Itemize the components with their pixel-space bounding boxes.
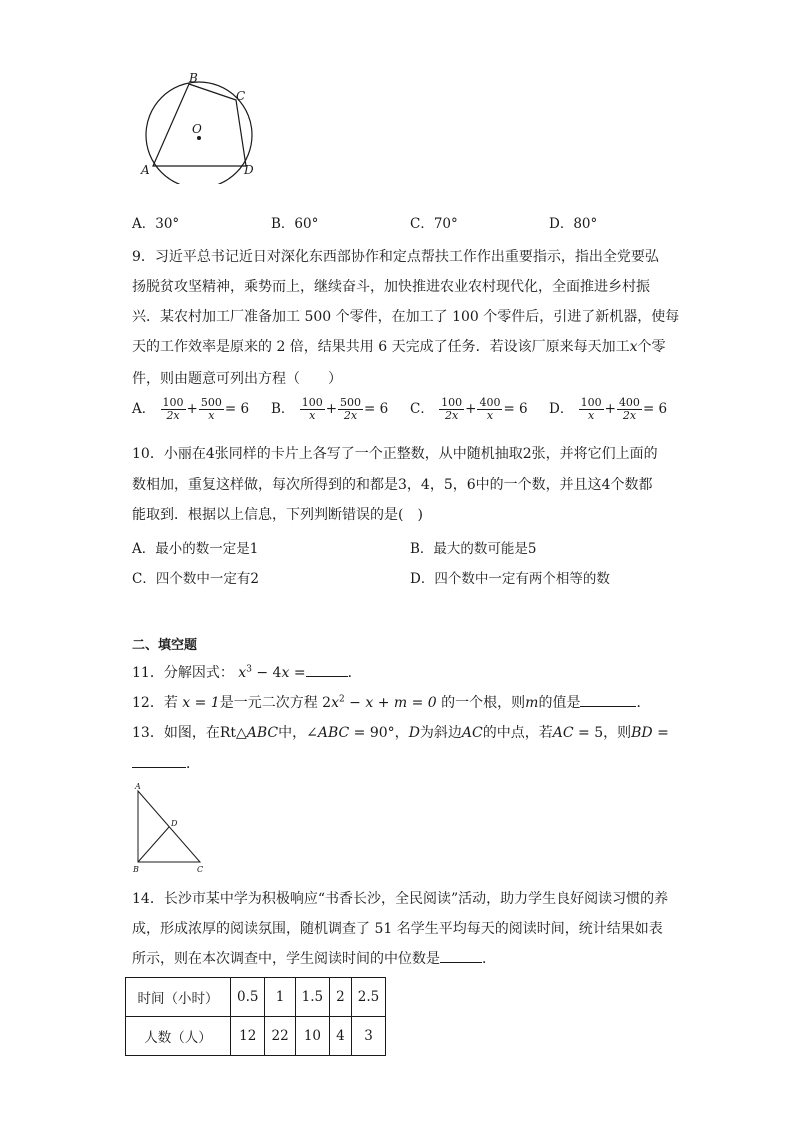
q9-option-b: B． $\frac{100}{x}$ + $\frac{500}{2x}$ = 6 xyxy=(271,396,389,422)
section-title: 二、填空题 xyxy=(132,638,198,653)
table-cell: 时间（小时） xyxy=(126,978,231,1017)
q13-answer-line: ． xyxy=(132,753,200,773)
table-row xyxy=(126,1017,386,1056)
q9-option-a: A． $\frac{100}{2x}$ + $\frac{500}{x}$ = 6 xyxy=(132,396,250,422)
center-point xyxy=(197,136,201,140)
answer-blank[interactable] xyxy=(132,754,186,768)
q8-option-b: B．60° xyxy=(271,216,319,232)
label-b: B xyxy=(189,71,198,85)
fraction: $\frac{100}{x}$ xyxy=(301,396,323,422)
fraction: $\frac{500}{x}$ xyxy=(200,396,222,422)
q10-option-a: A．最小的数一定是1 xyxy=(132,541,259,557)
q9-line-3: 兴．某农村加工厂准备加工 500 个零件，在加工了 100 个零件后，引进了新机器，使每 xyxy=(132,309,680,325)
segment-bd xyxy=(138,827,169,862)
table-cell: 10 xyxy=(295,1017,329,1056)
circle-quadrilateral-figure xyxy=(132,66,268,184)
table-cell: 3 xyxy=(351,1017,385,1056)
fraction: $\frac{100}{2x}$ xyxy=(441,396,463,422)
table-cell: 1 xyxy=(265,978,295,1017)
q10-line-2: 数相加，重复这样做，每次所得到的和都是3，4，5，6中的一个数，并且这4个数都 xyxy=(132,477,653,493)
table-cell: 12 xyxy=(231,1017,265,1056)
q11: 11．分解因式： $x^3 - 4x$ = ． xyxy=(132,664,362,681)
q9-line-2: 扬脱贫攻坚精神，乘势而上，继续奋斗，加快推进农业农村现代化，全面推进乡村振 xyxy=(132,279,650,295)
table-cell: 0.5 xyxy=(231,978,265,1017)
fraction: $\frac{400}{2x}$ xyxy=(618,396,640,422)
q8-option-d: D．80° xyxy=(549,216,598,232)
q9-line-1: 9．习近平总书记近日对深化东西部协作和定点帮扶工作作出重要指示，指出全党要弘 xyxy=(132,249,659,265)
answer-blank[interactable] xyxy=(306,663,348,677)
fraction: $\frac{100}{x}$ xyxy=(580,396,602,422)
q9-line-5: 件，则由题意可列出方程（ ） xyxy=(132,371,342,387)
q8-option-a: A．30° xyxy=(132,216,180,232)
q13: 13．如图，在Rt△ABC中，∠ABC = 90°，D为斜边AC的中点，若AC = 5，则BD = xyxy=(132,725,669,741)
q10-option-d: D．四个数中一定有两个相等的数 xyxy=(410,571,610,587)
q9-option-d: D． $\frac{100}{x}$ + $\frac{400}{2x}$ = 6 xyxy=(549,396,668,422)
q14-line-3: 所示，则在本次调查中，学生阅读时间的中位数是 ． xyxy=(132,951,496,967)
label-a: A xyxy=(135,782,141,791)
table-cell: 1.5 xyxy=(295,978,329,1017)
q12: 12．若 x = 1是一元二次方程 $2x^2 - x + m = 0$ 的一个根，则m的值是 ． xyxy=(132,694,651,711)
q10-line-3: 能取到．根据以上信息，下列判断错误的是( ) xyxy=(132,507,423,523)
label-a: A xyxy=(141,163,150,177)
q9-line-4: 天的工作效率是原来的 2 倍，结果共用 6 天完成了任务．若设该厂原来每天加工x个零 xyxy=(132,339,666,355)
label-d: D xyxy=(171,819,178,828)
q14-line-1: 14．长沙市某中学为积极响应“书香长沙，全民阅读”活动，助力学生良好阅读习惯的养 xyxy=(132,891,669,907)
answer-blank[interactable] xyxy=(440,949,482,963)
label-c: C xyxy=(197,865,204,874)
label-b: B xyxy=(133,865,139,874)
table-cell: 22 xyxy=(265,1017,295,1056)
label-d: D xyxy=(244,163,254,177)
right-triangle-figure xyxy=(130,780,210,880)
q14-line-2: 成，形成浓厚的阅读氛围，随机调查了 51 名学生平均每天的阅读时间，统计结果如表 xyxy=(132,921,663,937)
fraction: $\frac{500}{2x}$ xyxy=(340,396,362,422)
reading-time-table xyxy=(125,977,386,1056)
table-cell: 2.5 xyxy=(351,978,385,1017)
label-c: C xyxy=(236,89,246,103)
q9-option-c: C． $\frac{100}{2x}$ + $\frac{400}{x}$ = 6 xyxy=(410,396,528,422)
label-o: O xyxy=(192,122,202,136)
q10-option-c: C．四个数中一定有2 xyxy=(132,571,259,587)
q10-option-b: B．最大的数可能是5 xyxy=(410,541,537,557)
q10-line-1: 10．小丽在4张同样的卡片上各写了一个正整数，从中随机抽取2张，并将它们上面的 xyxy=(132,446,658,462)
answer-blank[interactable] xyxy=(580,693,636,707)
table-cell: 人数（人） xyxy=(126,1017,231,1056)
fraction: $\frac{100}{2x}$ xyxy=(162,396,184,422)
table-cell: 4 xyxy=(330,1017,352,1056)
q8-option-c: C．70° xyxy=(410,216,458,232)
table-cell: 2 xyxy=(330,978,352,1017)
table-row xyxy=(126,978,386,1017)
fraction: $\frac{400}{x}$ xyxy=(479,396,501,422)
